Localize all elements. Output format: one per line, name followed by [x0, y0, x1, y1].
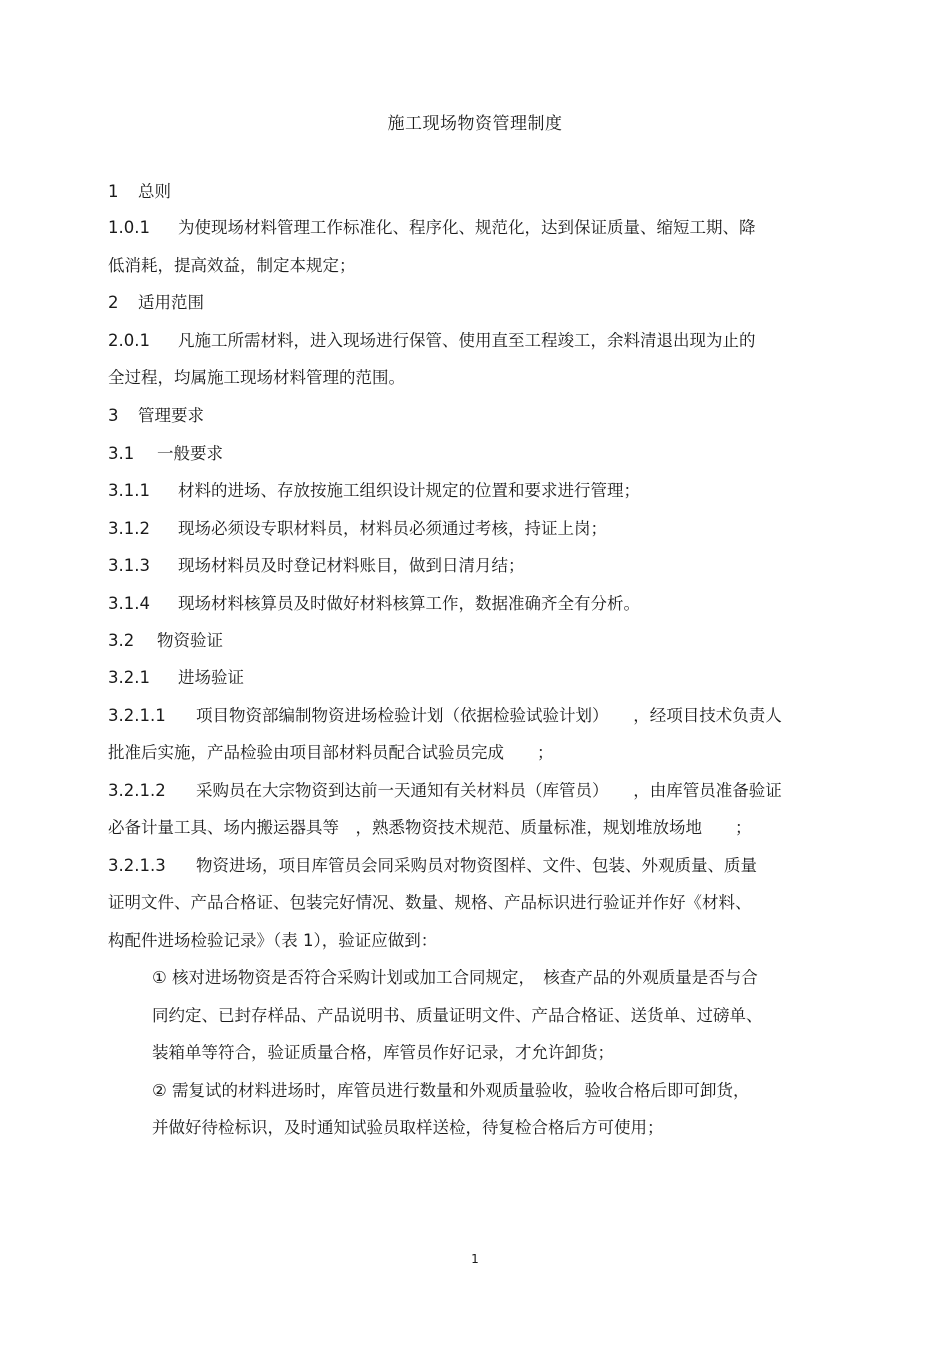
section-text: 现场材料核算员及时做好材料核算工作，数据准确齐全有分析。	[178, 594, 640, 613]
section-number: 3.2.1.2	[108, 781, 166, 800]
heading-3-2	[108, 629, 223, 653]
heading-3-2-1	[108, 666, 244, 690]
list-item-text: 并做好待检标识，及时通知试验员取样送检，待复检合格后方可使用；	[152, 1118, 664, 1137]
section-number: 3.1.1	[108, 481, 150, 500]
clause-3-1-1	[108, 479, 640, 503]
section-number: 3.1.2	[108, 519, 150, 538]
clause-3-2-1-1	[108, 704, 782, 728]
section-text: 物资进场，项目库管员会同采购员对物资图样、文件、包装、外观质量、质量	[196, 856, 757, 875]
clause-3-2-1-3	[108, 854, 757, 878]
heading-2	[108, 291, 204, 315]
section-text: 证明文件、产品合格证、包装完好情况、数量、规格、产品标识进行验证并作好《材料、	[108, 893, 752, 912]
clause-3-1-2	[108, 517, 607, 541]
list-item-text: ① 核对进场物资是否符合采购计划或加工合同规定， 核查产品的外观质量是否与合	[152, 968, 758, 987]
page-number: 1	[471, 1252, 479, 1266]
section-number: 3.1	[108, 444, 135, 463]
heading-3	[108, 404, 204, 428]
list-item-1-cont	[152, 1041, 614, 1065]
section-number: 1	[108, 182, 119, 201]
section-text: 采购员在大宗物资到达前一天通知有关材料员（库管员） ，由库管员准备验证	[196, 781, 782, 800]
clause-3-2-1-2-cont	[108, 816, 752, 840]
section-text: 材料的进场、存放按施工组织设计规定的位置和要求进行管理；	[178, 481, 640, 500]
section-text: 构配件进场检验记录》（表 1），验证应做到：	[108, 931, 438, 950]
list-item-2	[152, 1079, 750, 1103]
section-number: 3.1.3	[108, 556, 150, 575]
clause-1-0-1	[108, 216, 756, 240]
section-text: 为使现场材料管理工作标准化、程序化、规范化，达到保证质量、缩短工期、降	[178, 218, 756, 237]
section-text: 总则	[138, 182, 171, 201]
clause-3-2-1-3-cont	[108, 891, 752, 915]
list-item-2-cont	[152, 1116, 664, 1140]
section-text: 适用范围	[138, 293, 204, 312]
list-item-text: ② 需复试的材料进场时，库管员进行数量和外观质量验收，验收合格后即可卸货，	[152, 1081, 750, 1100]
list-item-1-cont	[152, 1004, 763, 1028]
clause-3-2-1-2	[108, 779, 782, 803]
section-number: 2	[108, 293, 119, 312]
section-number: 2.0.1	[108, 331, 150, 350]
document-title: 施工现场物资管理制度	[387, 114, 563, 134]
section-text: 凡施工所需材料，进入现场进行保管、使用直至工程竣工，余料清退出现为止的	[178, 331, 756, 350]
section-number: 3.1.4	[108, 594, 150, 613]
section-text: 全过程，均属施工现场材料管理的范围。	[108, 368, 405, 387]
section-text: 进场验证	[178, 668, 244, 687]
list-item-text: 同约定、已封存样品、产品说明书、质量证明文件、产品合格证、送货单、过磅单、	[152, 1006, 763, 1025]
clause-2-0-1-cont	[108, 366, 405, 390]
heading-3-1	[108, 442, 223, 466]
list-item-text: 装箱单等符合，验证质量合格，库管员作好记录，才允许卸货；	[152, 1043, 614, 1062]
section-number: 3	[108, 406, 119, 425]
clause-3-1-3	[108, 554, 525, 578]
section-number: 3.2.1.1	[108, 706, 166, 725]
clause-2-0-1	[108, 329, 756, 353]
section-number: 3.2	[108, 631, 135, 650]
clause-3-1-4	[108, 592, 640, 616]
section-text: 必备计量工具、场内搬运器具等 ，熟悉物资技术规范、质量标准，规划堆放场地 ；	[108, 818, 752, 837]
heading-1	[108, 180, 171, 204]
section-text: 批准后实施，产品检验由项目部材料员配合试验员完成 ；	[108, 743, 554, 762]
list-item-1	[152, 966, 758, 990]
section-text: 一般要求	[157, 444, 223, 463]
section-text: 管理要求	[138, 406, 204, 425]
section-text: 低消耗，提高效益，制定本规定；	[108, 256, 356, 275]
section-text: 现场必须设专职材料员，材料员必须通过考核，持证上岗；	[178, 519, 607, 538]
section-number: 1.0.1	[108, 218, 150, 237]
clause-3-2-1-3-cont	[108, 929, 437, 953]
clause-3-2-1-1-cont	[108, 741, 554, 765]
section-number: 3.2.1	[108, 668, 150, 687]
clause-1-0-1-cont	[108, 254, 356, 278]
section-number: 3.2.1.3	[108, 856, 166, 875]
section-text: 项目物资部编制物资进场检验计划（依据检验试验计划） ，经项目技术负责人	[196, 706, 782, 725]
section-text: 物资验证	[157, 631, 223, 650]
section-text: 现场材料员及时登记材料账目，做到日清月结；	[178, 556, 525, 575]
